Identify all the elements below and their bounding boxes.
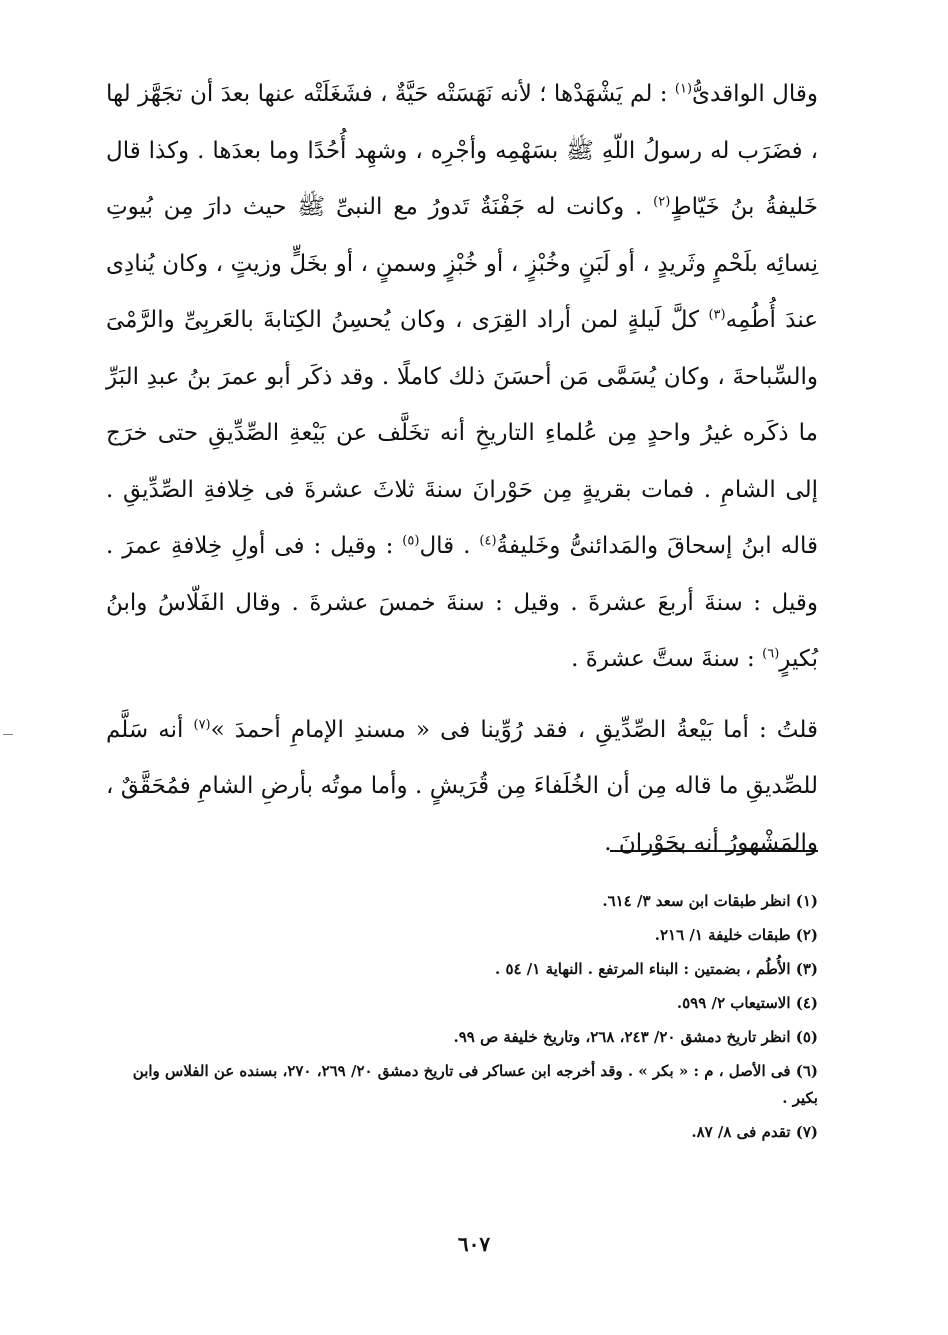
footnote-6: (٦) فى الأصل ، م : « بكر » . وقد أخرجه ابن عساكر فى تاريخ دمشق ٢٠/ ٢٦٩، ٢٧٠، بسنده عن الفلاس وابن بكير . <box>132 1062 818 1107</box>
text-segment: . قال <box>419 533 480 559</box>
page-number: ٦٠٧ <box>457 1232 491 1256</box>
paragraph-1 <box>106 66 818 688</box>
text-segment: : لم يَشْهَدْها ؛ لأنه نَهَسَتْه حَيَّةٌ ، فشَغَلَتْه عنها بعدَ أن تجَهَّز لها ، فضَرَب له رسولُ اللّهِ ﷺ بسَهْمِه وأجْرِه ، وشهِد أُحُدًا وما بعدَها . وكذا قال خَليفةُ بنُ خَيّاطٍ <box>106 81 818 220</box>
text-segment: : وقيل : فى أولِ خِلافةِ عمرَ . وقيل : سنةَ أربعَ عشرةَ . وقيل : سنةَ خمسَ عشرةَ . وقال الفَلّاسُ وابنُ بُكيرٍ <box>106 533 818 672</box>
footnote-2: (٢) طبقات خليفة ١/ ٢١٦. <box>654 926 818 944</box>
text-segment: كلَّ لَيلةٍ لمن أراد القِرَى ، وكان يُحسِنُ الكِتابةَ بالعَربِىِّ والرَّمْىَ والسِّباحةَ ، وكان يُسَمَّى مَن أحسَنَ ذلك كاملًا . وقد ذكَر أبو عمرَ بنُ عبدِ البَرِّ ما ذكَره غيرُ واحدٍ مِن عُلماءِ التاريخِ أنه تخَلَّف عن بَيْعةِ الصِّدِّيقِ حتى خرَج إلى الشامِ . فمات بقريةٍ مِن حَوْرانَ سنةَ ثلاثَ عشرةَ فى خِلافةِ الصِّدِّيقِ . قاله ابنُ إسحاقَ والمَدائنىُّ وخَليفةُ <box>106 307 818 559</box>
main-text <box>106 66 818 871</box>
footnote-ref-5[interactable]: (٥) <box>402 533 420 549</box>
footnote-ref-1[interactable]: (١) <box>674 81 693 97</box>
footnote-ref-6[interactable]: (٦) <box>762 646 780 662</box>
page-body <box>106 66 819 1141</box>
footnote-ref-7[interactable]: (٧) <box>193 716 211 732</box>
footnote-1: (١) انظر طبقات ابن سعد ٣/ ٦١٤. <box>602 892 818 910</box>
text-segment: أنه سَلَّم للصِّديقِ ما قاله مِن أن الخُلَفاءَ مِن قُرَيشٍ . وأما موتُه بأرضِ الشامِ فمُحَقَّقٌ ، والمَشْهورُ أنه بحَوْرانَ . <box>106 716 818 856</box>
footnote-3: (٣) الأُطُم ، بضمتين : البناء المرتفع . النهاية ١/ ٥٤ . <box>495 960 818 978</box>
text-segment: : سنةَ ستَّ عشرةَ . <box>571 646 763 672</box>
footnote-ref-2[interactable]: (٢) <box>653 194 671 210</box>
footnote-5: (٥) انظر تاريخ دمشق ٢٠/ ٢٤٣، ٢٦٨، وتاريخ خليفة ص ٩٩. <box>453 1028 818 1046</box>
footnotes <box>106 888 818 1153</box>
margin-mark <box>3 730 13 735</box>
footnote-4: (٤) الاستيعاب ٢/ ٥٩٩. <box>676 994 818 1012</box>
text-segment: قلتُ : أما بَيْعةُ الصِّدِّيقِ ، فقد رُوِّينا فى « مسندِ الإمامِ أحمدَ » <box>210 716 819 743</box>
text-segment: وقال الواقدىُّ <box>692 81 818 107</box>
footnote-ref-3[interactable]: (٣) <box>708 307 726 323</box>
paragraph-2 <box>106 702 818 872</box>
text-segment: . وكانت له جَفْنَةٌ تَدورُ مع النبىِّ ﷺ حيث دارَ مِن بُيوتِ نِسائِه بلَحْمٍ وثَريدٍ ، أو لَبَنٍ وخُبْزٍ ، أو خُبْزٍ وسمنٍ ، أو بخَلٍّ وزيتٍ ، وكان يُنادِى عندَ أُطُمِه <box>106 194 819 333</box>
footnote-ref-4[interactable]: (٤) <box>479 533 497 549</box>
footnote-7: (٧) تقدم فى ٨/ ٨٧. <box>691 1123 818 1141</box>
footnote-separator <box>610 850 818 852</box>
